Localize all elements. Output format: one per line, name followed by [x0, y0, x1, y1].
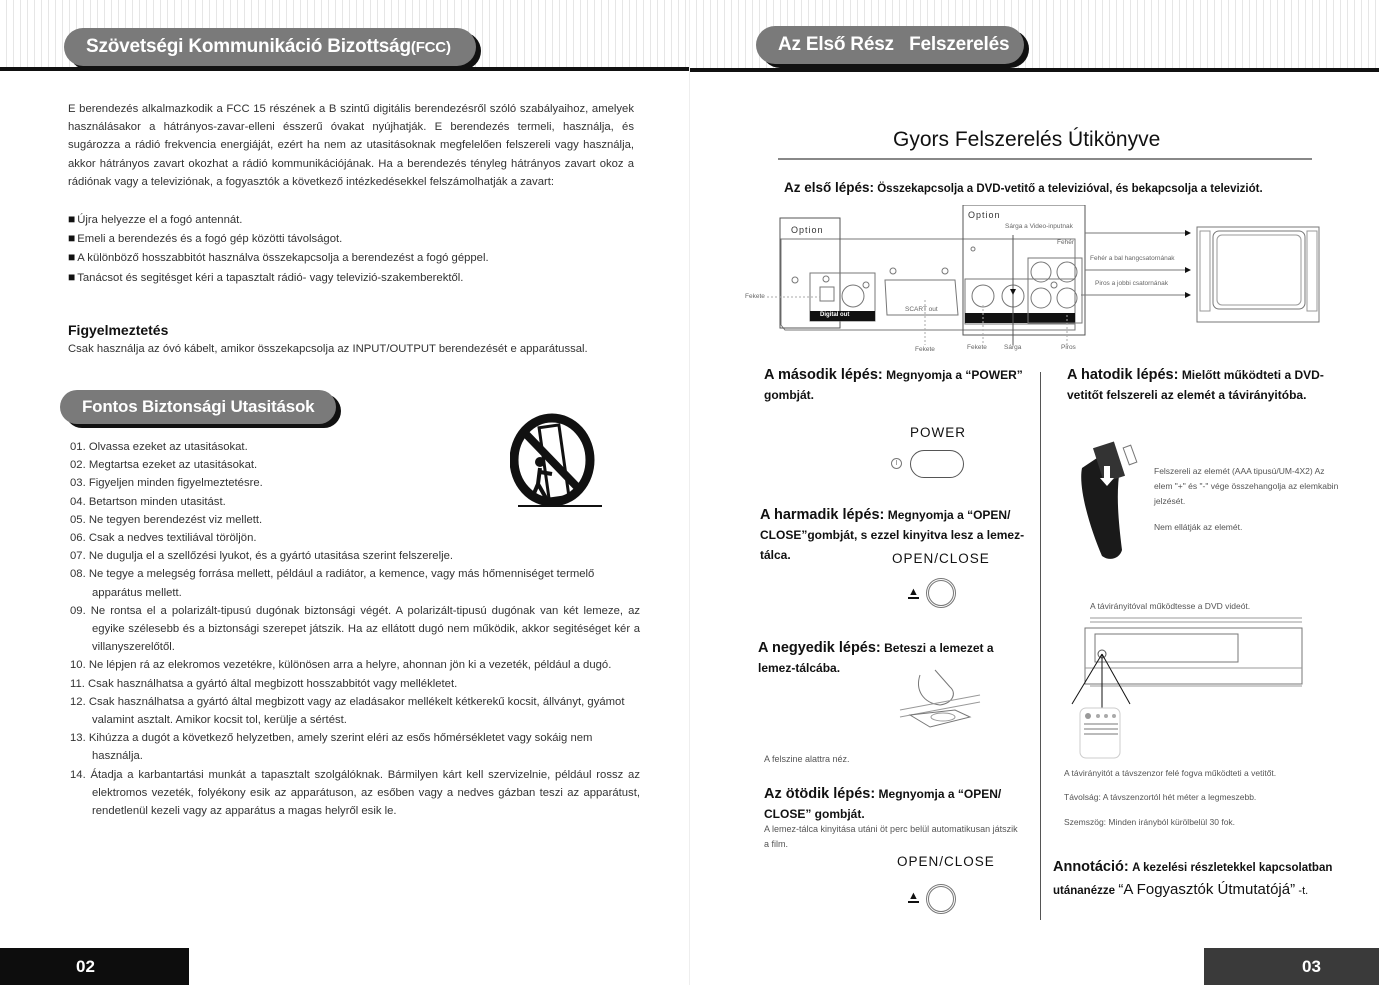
eject-icon: ▲	[908, 586, 919, 598]
step-2: A második lépés: Megnyomja a “POWER” gombját.	[764, 367, 1023, 402]
page-number-left: 02	[0, 948, 189, 985]
list-item: ■ Emeli a berendezés és a fogó gép közötti távolságot.	[68, 229, 638, 248]
open-close-button[interactable]	[926, 884, 956, 914]
power-label: POWER	[910, 425, 967, 440]
list-item: 07. Ne dugulja el a szellőzési lyukot, és a gyártó utasitása szerint felszerelje.	[70, 550, 454, 563]
power-button[interactable]	[910, 450, 964, 478]
list-item: 05. Ne tegyen berendezést viz mellett.	[70, 513, 263, 526]
list-item: ■ Újra helyezze el a fogó antennát.	[68, 210, 638, 229]
guide-title-rule	[778, 158, 1312, 160]
black-label-left: Fekete	[745, 293, 765, 300]
list-item: 01. Olvassa ezeket az utasitásokat.	[70, 441, 248, 453]
step-6: A hatodik lépés: Mielőtt működteti a DVD-vetitőt felszereli az elemét a távirányitóba.	[1067, 367, 1324, 402]
guide-title: Gyors Felszerelés Útikönyve	[893, 128, 1161, 151]
disc-insert-illustration	[895, 665, 985, 735]
red-label: Piros	[1061, 344, 1076, 351]
list-item: 02. Megtartsa ezeket az utasitásokat.	[70, 459, 258, 472]
list-item: ■ A különböző hosszabbitót használva összekapcsolja a berendezést a fogó géppel.	[68, 248, 638, 267]
option-label-right: Option	[968, 210, 1001, 220]
distance-instruction: Távolság: A távszenzortól hét méter a legmeszebb.	[1064, 792, 1257, 802]
option-label-left: Option	[791, 225, 824, 235]
black-label-scart: Fekete	[915, 346, 935, 353]
remote-caption: A távirányitóval működtesse a DVD videót.	[1090, 601, 1251, 611]
step-4: A negyedik lépés: Beteszi a lemezet a lemez-tálcába.	[758, 640, 994, 675]
list-item: 14. Átadja a karbantartási munkát a tapasztalt szolgálóknak. Bármilyen kárt kell szervizelnie, például rossz az elektromos vezeték, folyékony esik az apparátuson, az esőben vagy a nedves gázban teszi az apparátust, rendetlenül kezeli vagy az apparátus a magas helyről esik le.	[70, 768, 640, 818]
cart-tip-over-warning-icon	[510, 412, 605, 522]
step-1: Az első lépés: Összekapcsolja a DVD-vetitő a televizióval, és bekapcsolja a televiziót.	[784, 180, 1263, 195]
list-item: 13. Kihúzza a dugót a következő helyzetben, amely szerint eléri az esős hőmérsékletet vagy sokáig nem használja.	[70, 732, 593, 763]
remote-battery-illustration	[1072, 438, 1152, 563]
list-item: 04. Betartson minden utasitást.	[70, 495, 226, 508]
battery-info: Felszereli az elemét (AAA tipusú/UM-4X2) Az elem "+" és "-" vége összehangolja az elemkabin jelzését.	[1154, 466, 1339, 506]
list-item: ■ Tanácsot és segitésget kéri a tapasztalt rádió- vagy televizió-szakemberektől.	[68, 268, 638, 287]
angle-instruction: Szemszög: Minden irányból kürölbelül 30 fok.	[1064, 817, 1236, 827]
warning-text: Csak használja az óvó kábelt, amikor összekapcsolja az INPUT/OUTPUT berendezését e apparátussal.	[68, 343, 588, 355]
header-rule	[0, 67, 689, 71]
list-item: 12. Csak használhatsa a gyártó által megbizott vagy az eladásakor mellékelt kétkerekű kocsit, állványt, gyámot valamint asztalt. Amikor kocsit tol, kerülje a sértést.	[70, 695, 625, 727]
eject-icon: ▲	[908, 890, 919, 902]
red-right-channel-label: Piros a jobbi csatornának	[1095, 280, 1168, 287]
column-divider	[1040, 372, 1041, 920]
header-rule	[690, 68, 1379, 72]
warning-heading: Figyelmeztetés	[68, 322, 169, 338]
power-symbol-icon: I	[891, 458, 902, 469]
safety-section-title: Fontos Biztonsági Utasitások	[60, 390, 336, 424]
list-item: 03. Figyeljen minden figyelmeztetésre.	[70, 477, 263, 490]
scart-out-label: SCART out	[905, 306, 938, 313]
setup-section-title: Az Első Rész Felszerelés	[756, 26, 1024, 64]
yellow-label: Sárga	[1004, 344, 1022, 351]
fcc-section-title: Szövetségi Kommunikáció Bizottság (FCC)	[64, 28, 476, 66]
page-gutter	[689, 0, 690, 985]
fcc-measures-list	[68, 210, 638, 287]
white-left-channel-label: Fehér a bal hangcsatornának	[1090, 255, 1175, 262]
page-number-right: 03	[1204, 948, 1379, 985]
step-3: A harmadik lépés: Megnyomja a “OPEN/ CLOSE”gombját, s ezzel kinyitva lesz a lemez-tálca.	[760, 507, 1025, 562]
connection-diagram	[745, 205, 1345, 355]
list-item: 09. Ne rontsa el a polarizált-tipusú dugónak biztonsági végét. A polarizált-tipusú dugónak van két lemeze, az egyike szélesebb és a biztonsági szerepet játszik. Ha az ellátott dugó nem működik, akkor segitéséget kér a villanyszerelőtől.	[70, 604, 640, 654]
yellow-video-input-label: Sárga a Video-inputnak	[1005, 223, 1073, 230]
open-close-button[interactable]	[926, 578, 956, 608]
aim-instruction: A távirányitót a távszenzor felé fogva működteti a vetitőt.	[1064, 768, 1277, 778]
disc-label-note: A felszine alattra néz.	[764, 754, 850, 764]
black-label-svideo: Fekete	[967, 344, 987, 351]
step-5: Az ötödik lépés: Megnyomja a “OPEN/ CLOSE” gombját.	[764, 786, 1002, 821]
autoplay-note: A lemez-tálca kinyitása utáni öt perc belül automatikusan játszik a film.	[764, 824, 1018, 849]
annotation: Annotáció: A kezelési részletekkel kapcsolatban utánanézze “A Fogyasztók Útmutatójá” -t.	[1053, 859, 1333, 898]
list-item: 08. Ne tegye a melegség forrása mellett, például a radiátor, a kemence, vagy más hőmenniséget termelő apparátus mellett.	[70, 568, 595, 599]
fcc-intro-paragraph: E berendezés alkalmazkodik a FCC 15 részének a B szintű digitális berendezésről szóló szabályaihoz, amelyek használásakor a hátrányos-zavar-elleni ésszerű óvakat nyújhatják. E berendezés termeli, használja, és sugározza a rádió frekvencia energiáját, ezért ha nem az utasitásoknak megfelelően felszereli vagy használja, akkor hátrányos zavart okozhat a rádió kommunikációjának. Ha a berendezés tényleg hátrányos zavart okoz a rádiónak vagy a televiziónak, a fogyasztók a következő intézkedésekkel felszámolhatják a zavart:	[68, 103, 634, 188]
battery-note: Nem ellátják az elemét.	[1154, 522, 1243, 532]
white-label: Fehér	[1057, 239, 1074, 246]
list-item: 06. Csak a nedves textiliával töröljön.	[70, 532, 257, 545]
digital-out-label: Digital out	[820, 312, 850, 318]
open-close-label: OPEN/CLOSE	[897, 854, 995, 869]
remote-sensor-illustration	[1070, 616, 1310, 766]
open-close-label: OPEN/CLOSE	[892, 551, 990, 566]
list-item: 10. Ne lépjen rá az elekromos vezetékre, különösen arra a helyre, ahonnan jön ki a vezeték, például a dugó.	[70, 659, 612, 672]
list-item: 11. Csak használhatsa a gyártó által megbizott hosszabbitót vagy mellékletet.	[70, 677, 458, 690]
